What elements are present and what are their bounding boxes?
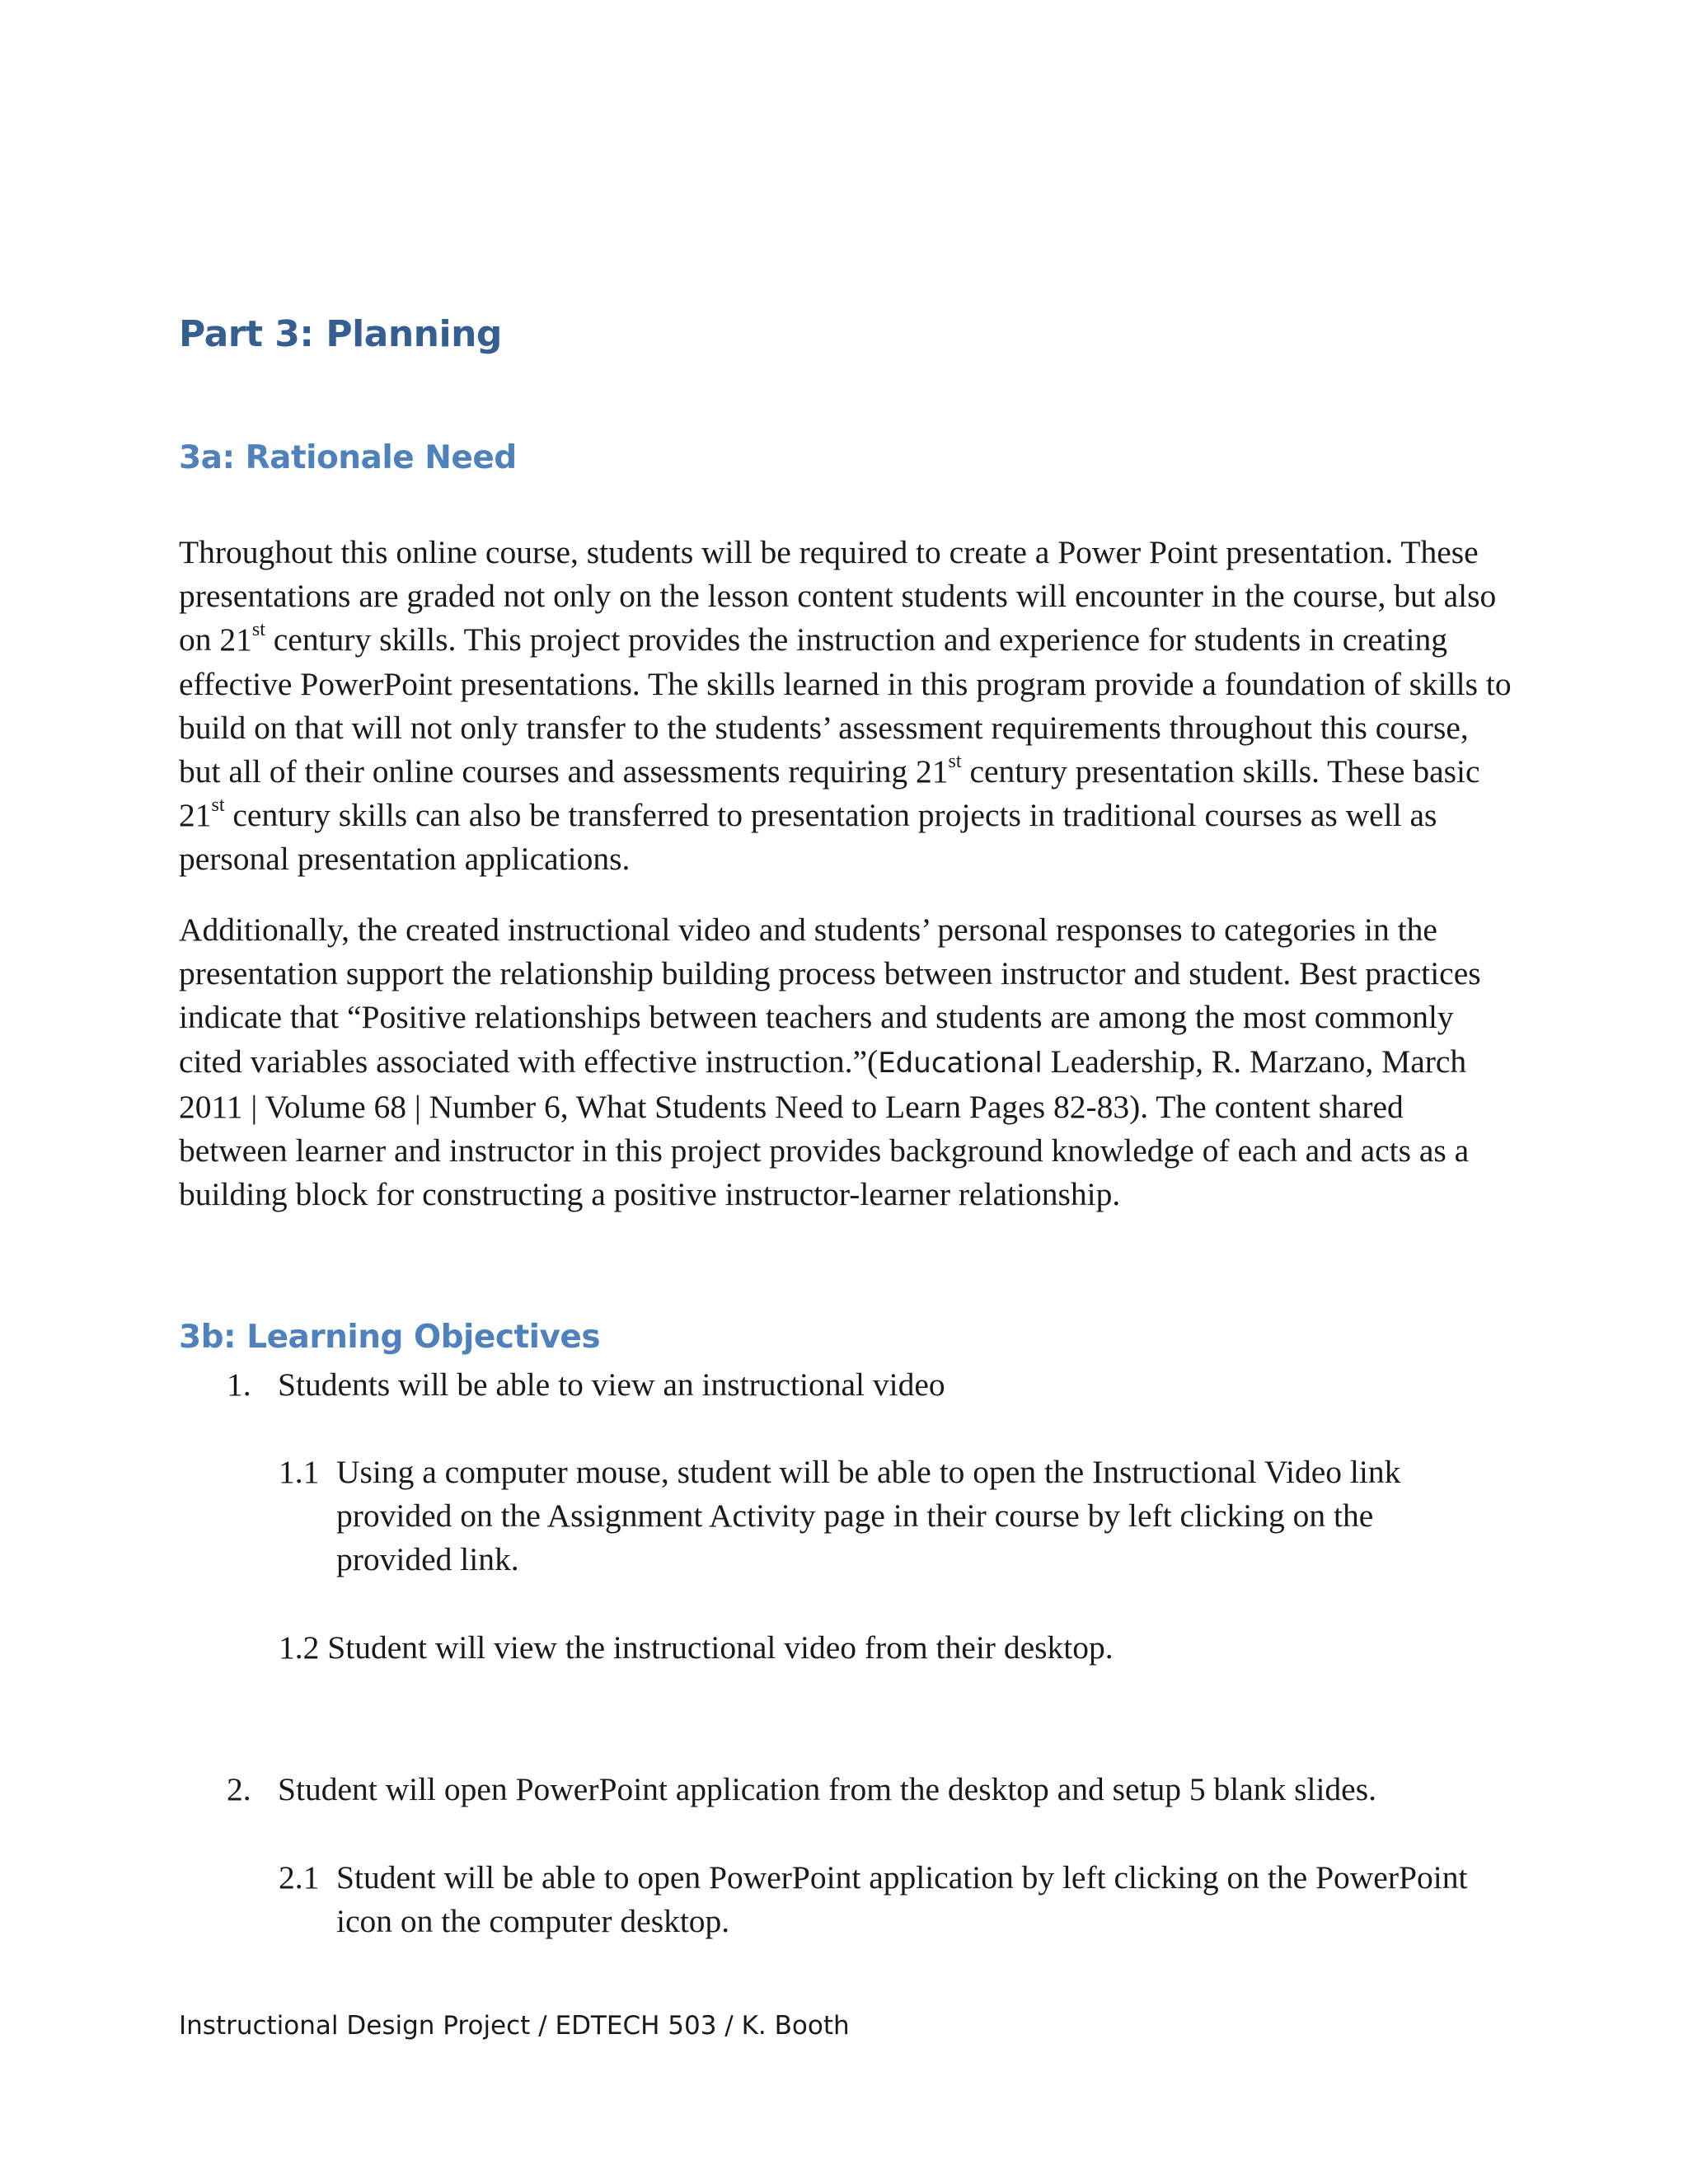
- page-title: Part 3: Planning: [179, 313, 502, 355]
- rationale-heading: 3a: Rationale Need: [179, 439, 517, 476]
- page-footer: Instructional Design Project / EDTECH 503 / K. Booth: [179, 2011, 850, 2041]
- rationale-p1-text-b: century skills. This project provides the instruction and experience for students in creating effective PowerPoint presentations. The skills learned in this program provide a foundation of skills to build on that will not only transfer to the students’ assessment requirements throughout this course, but all of their online courses and assessments requiring 21: [179, 621, 1512, 790]
- sub-objective-text: Student will be able to open PowerPoint application by left clicking on the PowerPoint icon on the computer desktop.: [336, 1859, 1468, 1940]
- sub-objective-1-1: [279, 1451, 1498, 1582]
- objective-item-2: [227, 1768, 1376, 1811]
- superscript-st: st: [211, 794, 225, 817]
- sub-objective-number: 1.2: [279, 1629, 320, 1666]
- objective-number: 1.: [227, 1366, 251, 1403]
- superscript-st: st: [251, 619, 265, 641]
- sub-objective-2-1: [279, 1856, 1498, 1943]
- rationale-p2-sans-word: Educational: [878, 1046, 1043, 1080]
- rationale-paragraph-1: [179, 531, 1518, 882]
- superscript-st: st: [948, 751, 962, 773]
- sub-objective-text: Student will view the instructional video from their desktop.: [327, 1629, 1114, 1666]
- objective-number: 2.: [227, 1771, 251, 1807]
- sub-objective-number: 1.1: [279, 1454, 320, 1490]
- objective-item-1: [227, 1363, 945, 1407]
- rationale-p1-text-c: century presentation skills. These basic 21: [179, 753, 1480, 834]
- rationale-p2-text-b: Leadership, R. Marzano, March 2011 | Volume 68 | Number 6, What Students Need to Learn Pages 82-83). The content shared between learner and instructor in this project provides background knowledge of each and acts as a building block for constructing a positive instructor-learner relationship.: [179, 1043, 1470, 1213]
- objective-text: Student will open PowerPoint application from the desktop and setup 5 blank slides.: [278, 1771, 1376, 1807]
- sub-objective-number: 2.1: [279, 1859, 320, 1896]
- sub-objective-1-2: [279, 1626, 1114, 1670]
- sub-objective-text: Using a computer mouse, student will be able to open the Instructional Video link provided on the Assignment Activity page in their course by left clicking on the provided link.: [336, 1454, 1401, 1578]
- rationale-p2-text-a: Additionally, the created instructional video and students’ personal responses to categories in the presentation support the relationship building process between instructor and student. Best practices indicate that “Positive relationships between teachers and students are among the most commonly cited variables associated with effective instruction.”(: [179, 912, 1481, 1080]
- objective-text: Students will be able to view an instructional video: [278, 1366, 945, 1403]
- rationale-paragraph-2: [179, 908, 1518, 1216]
- rationale-p1-text-a: Throughout this online course, students will be required to create a Power Point presentation. These presentations are graded not only on the lesson content students will encounter in the course, but also on 21: [179, 534, 1497, 658]
- objectives-heading: 3b: Learning Objectives: [179, 1319, 601, 1356]
- rationale-p1-text-d: century skills can also be transferred to presentation projects in traditional courses as well as personal presentation applications.: [179, 797, 1437, 878]
